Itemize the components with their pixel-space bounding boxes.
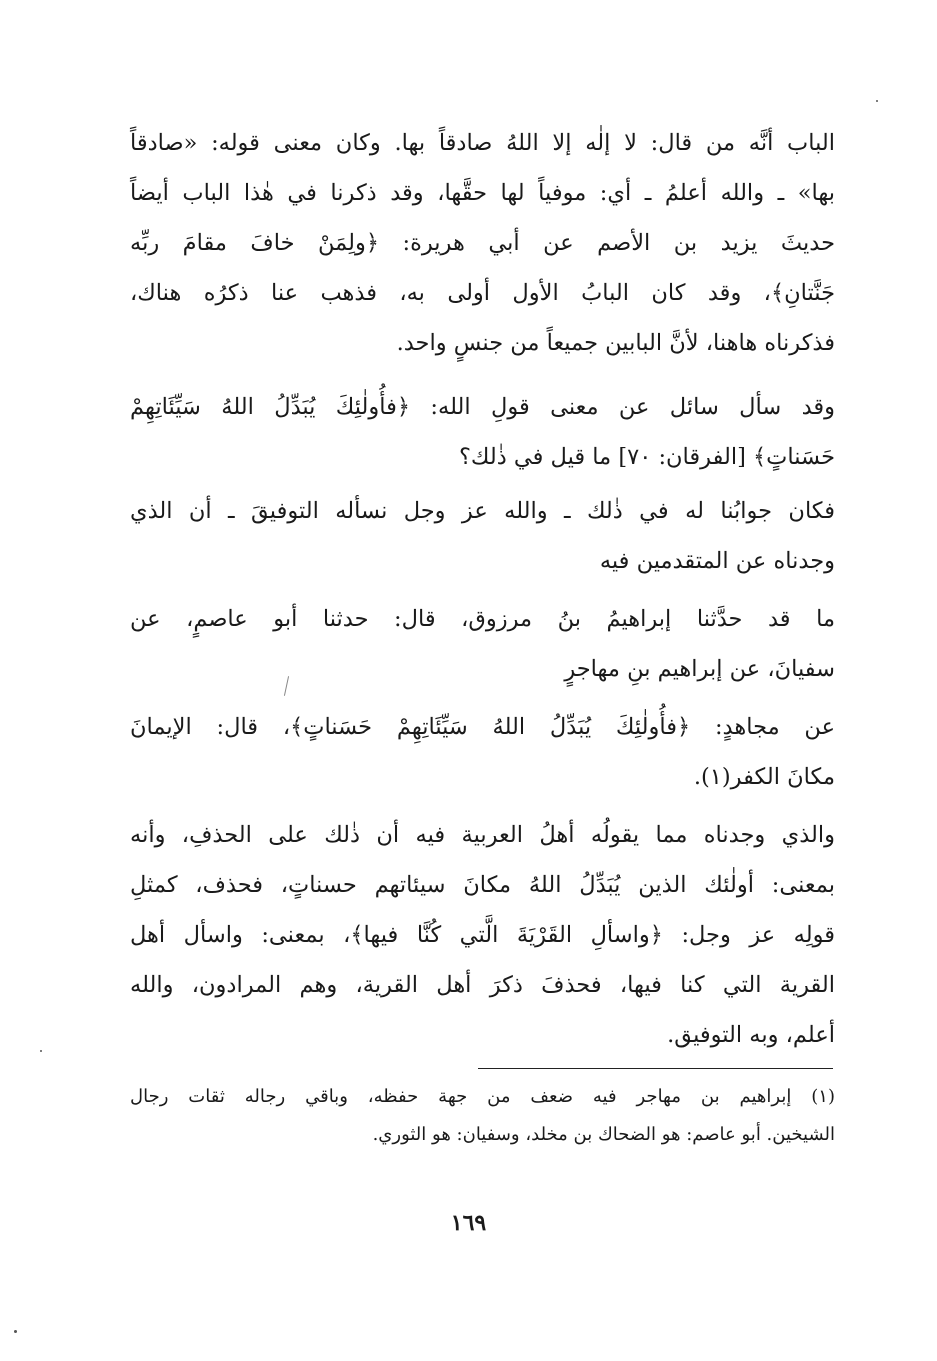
scan-speck xyxy=(14,1330,17,1333)
text-line: فكان جوابُنا له في ذٰلك ـ والله عز وجل نسأله التوفيقَ ـ أن الذي xyxy=(130,498,835,524)
text-line: جَنَّتانِ﴾، وقد كان البابُ الأول أولى به، فذهب عنا ذكرُه هناك، xyxy=(130,280,835,306)
paragraph-5 xyxy=(130,702,835,802)
text-line: عن مجاهدٍ: ﴿فأُولٰئِكَ يُبَدِّلُ اللهُ سَيِّئَاتِهِمْ حَسَناتٍ﴾، قال: الإيمانَ xyxy=(130,714,835,740)
text-line: بمعنى: أولٰئك الذين يُبَدِّلُ اللهُ مكانَ سيئاتهم حسناتٍ، فحذف، كمثلِ xyxy=(130,872,835,898)
footnote-line: (١) إبراهيم بن مهاجر فيه ضعف من جهة حفظه، وباقي رجاله ثقات رجال xyxy=(130,1086,835,1107)
text-line: الباب أنَّه من قال: لا إلٰه إلا اللهُ صادقاً بها. وكان معنى قوله: «صادقاً xyxy=(130,130,835,156)
text-line: وجدناه عن المتقدمين فيه xyxy=(599,548,835,574)
text-line: فذكرناه هاهنا، لأنَّ البابين جميعاً من جنسٍ واحد. xyxy=(396,330,835,356)
scan-speck xyxy=(876,100,878,102)
text-line: ما قد حدَّثنا إبراهيمُ بنُ مرزوق، قال: حدثنا أبو عاصمٍ، عن xyxy=(130,606,835,632)
paragraph-6 xyxy=(130,810,835,1060)
text-line: القرية التي كنا فيها، فحذفَ ذكرَ أهل القرية، وهم المرادون، والله xyxy=(130,972,835,998)
paragraph-3 xyxy=(130,486,835,586)
text-line: سفيانَ، عن إبراهيم بنِ مهاجرٍ xyxy=(564,656,835,682)
text-line: وقد سأل سائل عن معنى قولِ الله: ﴿فأُولٰئِكَ يُبَدِّلُ اللهُ سَيِّئَاتِهِمْ xyxy=(130,394,835,420)
text-line: حَسَناتٍ﴾ [الفرقان: ٧٠] ما قيل في ذٰلك؟ xyxy=(458,444,835,470)
footnotes xyxy=(130,1078,835,1154)
text-line: بها» ـ والله أعلمُ ـ أي: موفياً لها حقَّها، وقد ذكرنا في هٰذا الباب أيضاً xyxy=(130,180,835,206)
paragraph-4 xyxy=(130,594,835,694)
footnote-separator xyxy=(478,1068,833,1069)
main-text xyxy=(130,118,835,1060)
scan-speck xyxy=(40,1050,42,1052)
paragraph-1 xyxy=(130,118,835,368)
page-number: ١٦٩ xyxy=(450,1210,487,1236)
paragraph-2 xyxy=(130,382,835,482)
text-line: مكانَ الكفر(١). xyxy=(693,764,835,790)
text-line: والذي وجدناه مما يقولُه أهلُ العربية فيه أن ذٰلك على الحذفِ، وأنه xyxy=(130,822,835,848)
text-line: حديثَ يزيد بن الأصم عن أبي هريرة: ﴿ولِمَنْ خافَ مقامَ ربِّه xyxy=(130,230,835,256)
footnote-line: الشيخين. أبو عاصم: هو الضحاك بن مخلد، وسفيان: هو الثوري. xyxy=(372,1124,835,1145)
text-line: قولِه عز وجل: ﴿واسألِ القَرْيَةَ الَّتي كُنَّا فيها﴾، بمعنى: واسأل أهل xyxy=(130,922,835,948)
text-line: أعلم، وبه التوفيق. xyxy=(667,1022,835,1048)
